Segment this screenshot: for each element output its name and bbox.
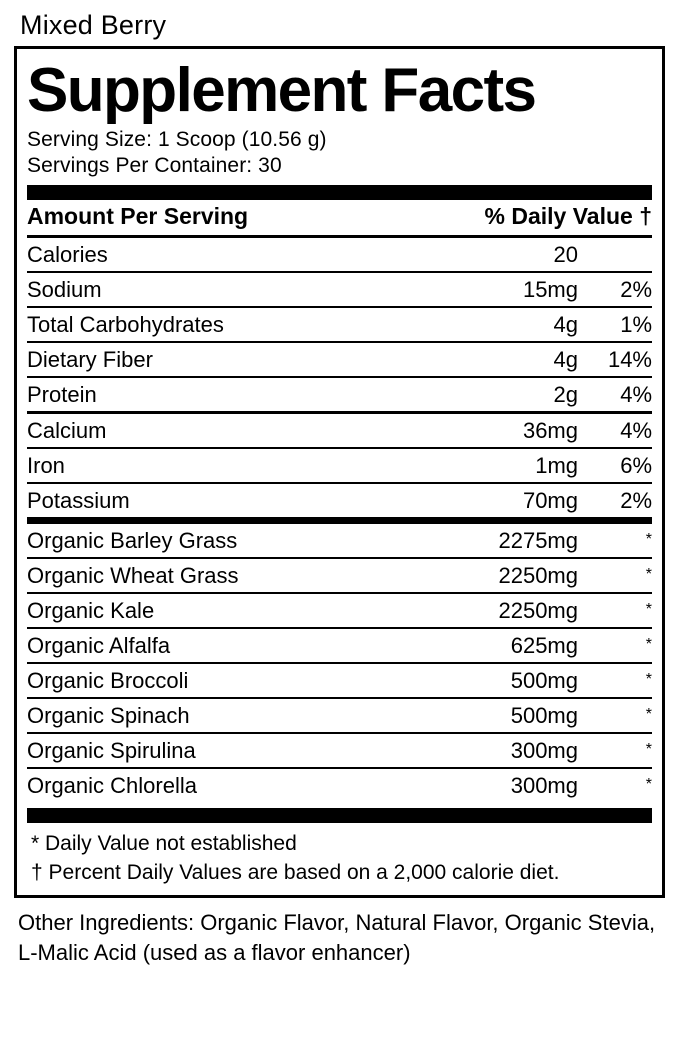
table-row [27,238,652,271]
ingredient-name: Organic Alfalfa [27,633,171,658]
nutrient-amount: 15mg [522,277,578,302]
nutrient-dv: 4% [620,382,652,407]
divider [27,517,652,524]
ingredient-dv: * [645,636,652,653]
nutrient-amount: 1mg [535,453,578,478]
flavor-name: Mixed Berry [20,10,167,40]
table-header-row [27,200,652,235]
ingredient-dv: * [645,531,652,548]
nutrient-name: Dietary Fiber [27,347,153,372]
ingredient-amount: 500mg [510,703,578,728]
serving-size: Serving Size: 1 Scoop (10.56 g) [27,128,327,151]
ingredient-name: Organic Spinach [27,703,190,728]
column-header-amount: Amount Per Serving [27,203,249,229]
nutrient-dv: 2% [620,488,652,513]
nutrient-amount: 36mg [522,418,578,443]
nutrient-amount: 20 [553,242,578,267]
nutrient-dv: 6% [620,453,652,478]
ingredient-dv: * [645,671,652,688]
nutrient-name: Total Carbohydrates [27,312,224,337]
table-row [27,308,652,341]
footnotes [27,823,652,887]
nutrition-table [27,200,652,802]
nutrient-dv: 4% [620,418,652,443]
table-row [27,629,652,662]
table-row [27,769,652,802]
nutrient-name: Iron [27,453,65,478]
ingredient-dv: * [645,566,652,583]
servings-per-container: Servings Per Container: 30 [27,154,282,177]
ingredient-name: Organic Chlorella [27,773,197,798]
ingredient-amount: 625mg [510,633,578,658]
table-row [27,559,652,592]
nutrient-name: Calories [27,242,108,267]
nutrient-dv: 14% [607,347,652,372]
ingredient-name: Organic Broccoli [27,668,189,693]
supplement-facts-panel [14,46,665,898]
ingredient-dv: * [645,601,652,618]
ingredient-name: Organic Barley Grass [27,528,238,553]
ingredient-amount: 2275mg [498,528,578,553]
ingredient-amount: 300mg [510,773,578,798]
ingredient-amount: 2250mg [498,563,578,588]
ingredient-name: Organic Kale [27,598,155,623]
ingredient-name: Organic Spirulina [27,738,196,763]
nutrient-name: Sodium [27,277,102,302]
nutrient-amount: 2g [553,382,578,407]
ingredient-dv: * [645,706,652,723]
nutrient-amount: 4g [553,312,578,337]
ingredient-amount: 300mg [510,738,578,763]
divider-thick-top [27,185,652,200]
page-title: Supplement Facts [27,56,536,125]
nutrient-name: Potassium [27,488,130,513]
nutrient-dv: 2% [620,277,652,302]
table-row [27,414,652,447]
divider-thick-bottom [27,808,652,823]
ingredient-name: Organic Wheat Grass [27,563,239,588]
table-row [27,594,652,627]
nutrient-amount: 70mg [522,488,578,513]
table-row [27,449,652,482]
table-row [27,484,652,517]
table-row [27,664,652,697]
ingredient-amount: 500mg [510,668,578,693]
table-row [27,699,652,732]
table-row [27,273,652,306]
nutrient-name: Protein [27,382,97,407]
nutrient-dv [578,238,652,271]
nutrient-dv: 1% [620,312,652,337]
table-row [27,378,652,411]
ingredient-dv: * [645,776,652,793]
other-ingredients: Other Ingredients: Organic Flavor, Natural Flavor, Organic Stevia, L-Malic Acid (used as a flavor enhancer) [18,910,656,965]
footnote-daily-value-not-established: * Daily Value not established [31,832,297,855]
ingredient-amount: 2250mg [498,598,578,623]
column-header-daily-value: % Daily Value † [484,203,652,229]
nutrient-name: Calcium [27,418,107,443]
table-row [27,734,652,767]
footnote-percent-daily-values: † Percent Daily Values are based on a 2,000 calorie diet. [31,861,560,884]
table-row [27,343,652,376]
table-row [27,524,652,557]
nutrient-amount: 4g [553,347,578,372]
ingredient-dv: * [645,741,652,758]
